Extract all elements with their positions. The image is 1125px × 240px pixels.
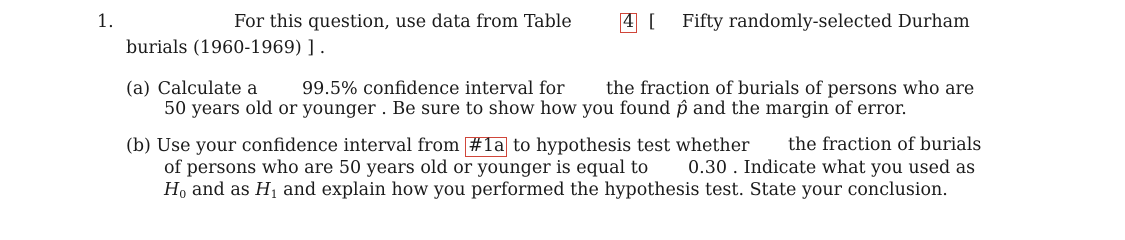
table-title-1: Fifty randomly-selected Durham: [682, 12, 970, 32]
part-b-text2: to hypothesis test whether: [513, 136, 750, 156]
part-b-mid: and as: [191, 180, 250, 200]
part-b-label: (b): [126, 136, 151, 156]
table-ref-box[interactable]: [620, 13, 656, 33]
intro-text: For this question, use data from Table: [234, 12, 572, 32]
part-b-line2-pre: of persons who are 50 years old or younger is equal to: [164, 158, 649, 178]
part-a-text1: Calculate a: [157, 79, 258, 99]
test-value: 0.30: [688, 158, 727, 178]
table-ref-bracket: [: [648, 12, 656, 32]
part-b-line2-post: . Indicate what you used as: [732, 158, 976, 178]
question-number: 1.: [97, 12, 114, 32]
h1-symbol: $H_1$: [255, 180, 278, 201]
part-a-line2-pre: 50 years old or younger . Be sure to show how you found: [164, 99, 671, 119]
table-ref-link[interactable]: 4: [620, 13, 637, 33]
part-b-line1: [126, 137, 749, 157]
part-b-line2: [164, 160, 648, 178]
question-intro-line1: [234, 14, 572, 32]
part-a-line2-post: and the margin of error.: [692, 99, 907, 119]
part-a-text2: the fraction of burials of persons who are: [606, 79, 975, 99]
part-a-confidence: 99.5% confidence interval for: [302, 79, 565, 99]
part-a-line2: [164, 101, 907, 119]
table-title-2: burials (1960-1969) ] .: [126, 38, 326, 58]
part-a-label: (a): [126, 79, 151, 99]
h0-symbol: $H_0$: [164, 180, 187, 201]
part-ref-link[interactable]: #1a: [465, 137, 507, 157]
part-b-line3: [164, 182, 948, 200]
part-b-line3-post: and explain how you performed the hypothesis test. State your conclusion.: [283, 180, 948, 200]
p-hat-symbol: p̂: [676, 99, 688, 119]
part-b-value: [688, 160, 975, 178]
part-a-line1: [126, 81, 258, 99]
part-b-text1: Use your confidence interval from: [156, 136, 460, 156]
part-b-text3: the fraction of burials: [788, 135, 982, 155]
